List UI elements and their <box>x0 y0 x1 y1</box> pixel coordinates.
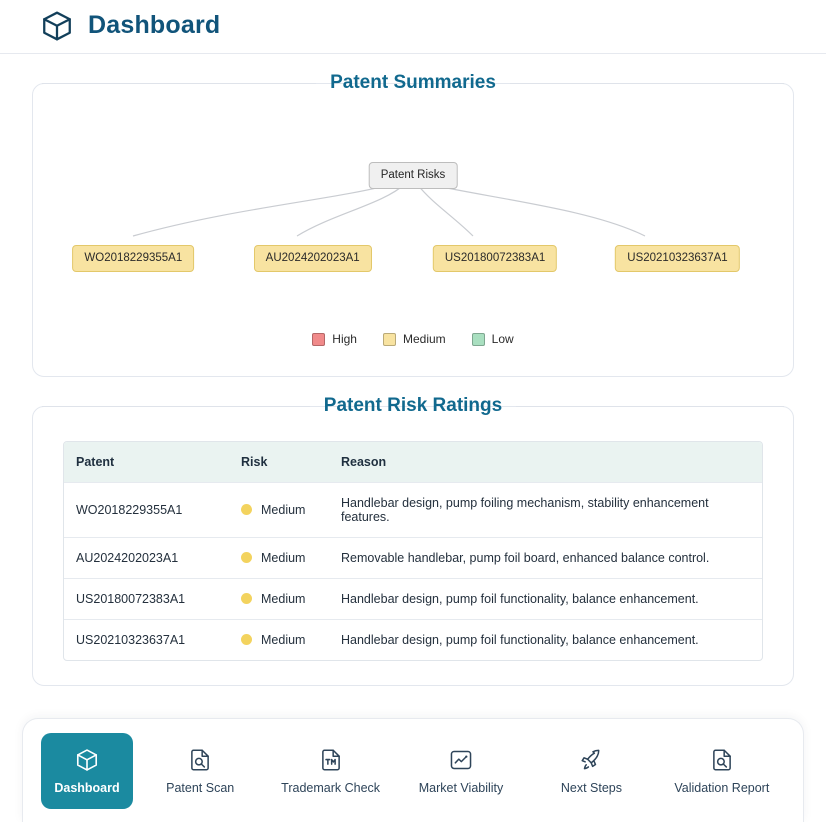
legend-swatch-high <box>312 333 325 346</box>
graph-node-patent-2[interactable]: AU2024202023A1 <box>254 245 372 272</box>
column-header-patent: Patent <box>64 442 229 483</box>
legend-swatch-medium <box>383 333 396 346</box>
patent-summaries-panel <box>32 83 794 377</box>
page-title: Dashboard <box>88 11 221 39</box>
legend-swatch-low <box>472 333 485 346</box>
patent-summaries-section <box>32 54 794 377</box>
rocket-icon <box>578 747 604 773</box>
cell-risk <box>229 538 329 579</box>
graph-node-patent-4[interactable]: US20210323637A1 <box>615 245 739 272</box>
bottom-navigation <box>22 718 804 822</box>
legend-label-high: High <box>332 332 357 346</box>
risk-dot-icon <box>241 634 252 645</box>
risk-label: Medium <box>261 633 306 647</box>
nav-item-trademark-check[interactable] <box>267 737 393 805</box>
report-search-icon <box>709 747 735 773</box>
risk-label: Medium <box>261 503 306 517</box>
nav-item-dashboard[interactable] <box>41 733 133 809</box>
legend-item-medium <box>383 332 446 346</box>
risk-dot-icon <box>241 552 252 563</box>
risk-table-body <box>64 483 762 661</box>
cube-icon <box>40 9 74 43</box>
cell-patent: WO2018229355A1 <box>64 483 229 538</box>
chart-check-icon <box>448 747 474 773</box>
column-header-risk: Risk <box>229 442 329 483</box>
nav-item-next-steps[interactable] <box>528 737 654 805</box>
cell-patent: US20210323637A1 <box>64 620 229 661</box>
table-row[interactable] <box>64 538 762 579</box>
cell-risk <box>229 483 329 538</box>
table-row[interactable] <box>64 579 762 620</box>
table-header-row <box>64 442 762 483</box>
patent-risk-ratings-title: Patent Risk Ratings <box>323 395 503 416</box>
nav-item-validation-report[interactable] <box>659 737 785 805</box>
risk-legend <box>33 332 793 346</box>
legend-item-high <box>312 332 357 346</box>
table-row[interactable] <box>64 620 762 661</box>
cell-reason: Handlebar design, pump foil functionality, balance enhancement. <box>329 620 762 661</box>
divider-left <box>42 83 316 84</box>
cell-risk <box>229 620 329 661</box>
nav-label-trademark-check: Trademark Check <box>281 780 381 795</box>
nav-label-dashboard: Dashboard <box>54 780 120 795</box>
cell-patent: US20180072383A1 <box>64 579 229 620</box>
divider-right <box>516 406 784 407</box>
table-row[interactable] <box>64 483 762 538</box>
cube-icon <box>74 747 100 773</box>
column-header-reason: Reason <box>329 442 762 483</box>
risk-dot-icon <box>241 593 252 604</box>
risk-table-head <box>64 442 762 483</box>
cell-reason: Removable handlebar, pump foil board, enhanced balance control. <box>329 538 762 579</box>
cell-patent: AU2024202023A1 <box>64 538 229 579</box>
risk-label: Medium <box>261 551 306 565</box>
graph-node-patent-1[interactable]: WO2018229355A1 <box>72 245 194 272</box>
cell-reason: Handlebar design, pump foil functionality, balance enhancement. <box>329 579 762 620</box>
nav-label-market-viability: Market Viability <box>418 780 504 795</box>
nav-item-market-viability[interactable] <box>398 737 524 805</box>
nav-label-next-steps: Next Steps <box>560 780 622 795</box>
nav-item-patent-scan[interactable] <box>137 737 263 805</box>
graph-root-node[interactable]: Patent Risks <box>369 162 458 189</box>
legend-label-low: Low <box>491 332 514 346</box>
cell-risk <box>229 579 329 620</box>
risk-table-wrapper <box>63 441 763 661</box>
cell-reason: Handlebar design, pump foiling mechanism, stability enhancement features. <box>329 483 762 538</box>
legend-label-medium: Medium <box>402 332 446 346</box>
legend-item-low <box>472 332 514 346</box>
patent-risk-ratings-section <box>32 377 794 686</box>
risk-label: Medium <box>261 592 306 606</box>
app-header <box>0 0 826 54</box>
risk-table <box>64 442 762 660</box>
risk-dot-icon <box>241 504 252 515</box>
nav-label-patent-scan: Patent Scan <box>166 780 235 795</box>
graph-node-patent-3[interactable]: US20180072383A1 <box>433 245 557 272</box>
divider-right <box>510 83 784 84</box>
document-search-icon <box>187 747 213 773</box>
nav-label-validation-report: Validation Report <box>674 780 770 795</box>
patent-summaries-title: Patent Summaries <box>330 72 496 93</box>
divider-left <box>42 406 310 407</box>
patent-risk-graph <box>33 104 793 376</box>
trademark-document-icon <box>318 747 344 773</box>
patent-risk-ratings-panel <box>32 406 794 686</box>
